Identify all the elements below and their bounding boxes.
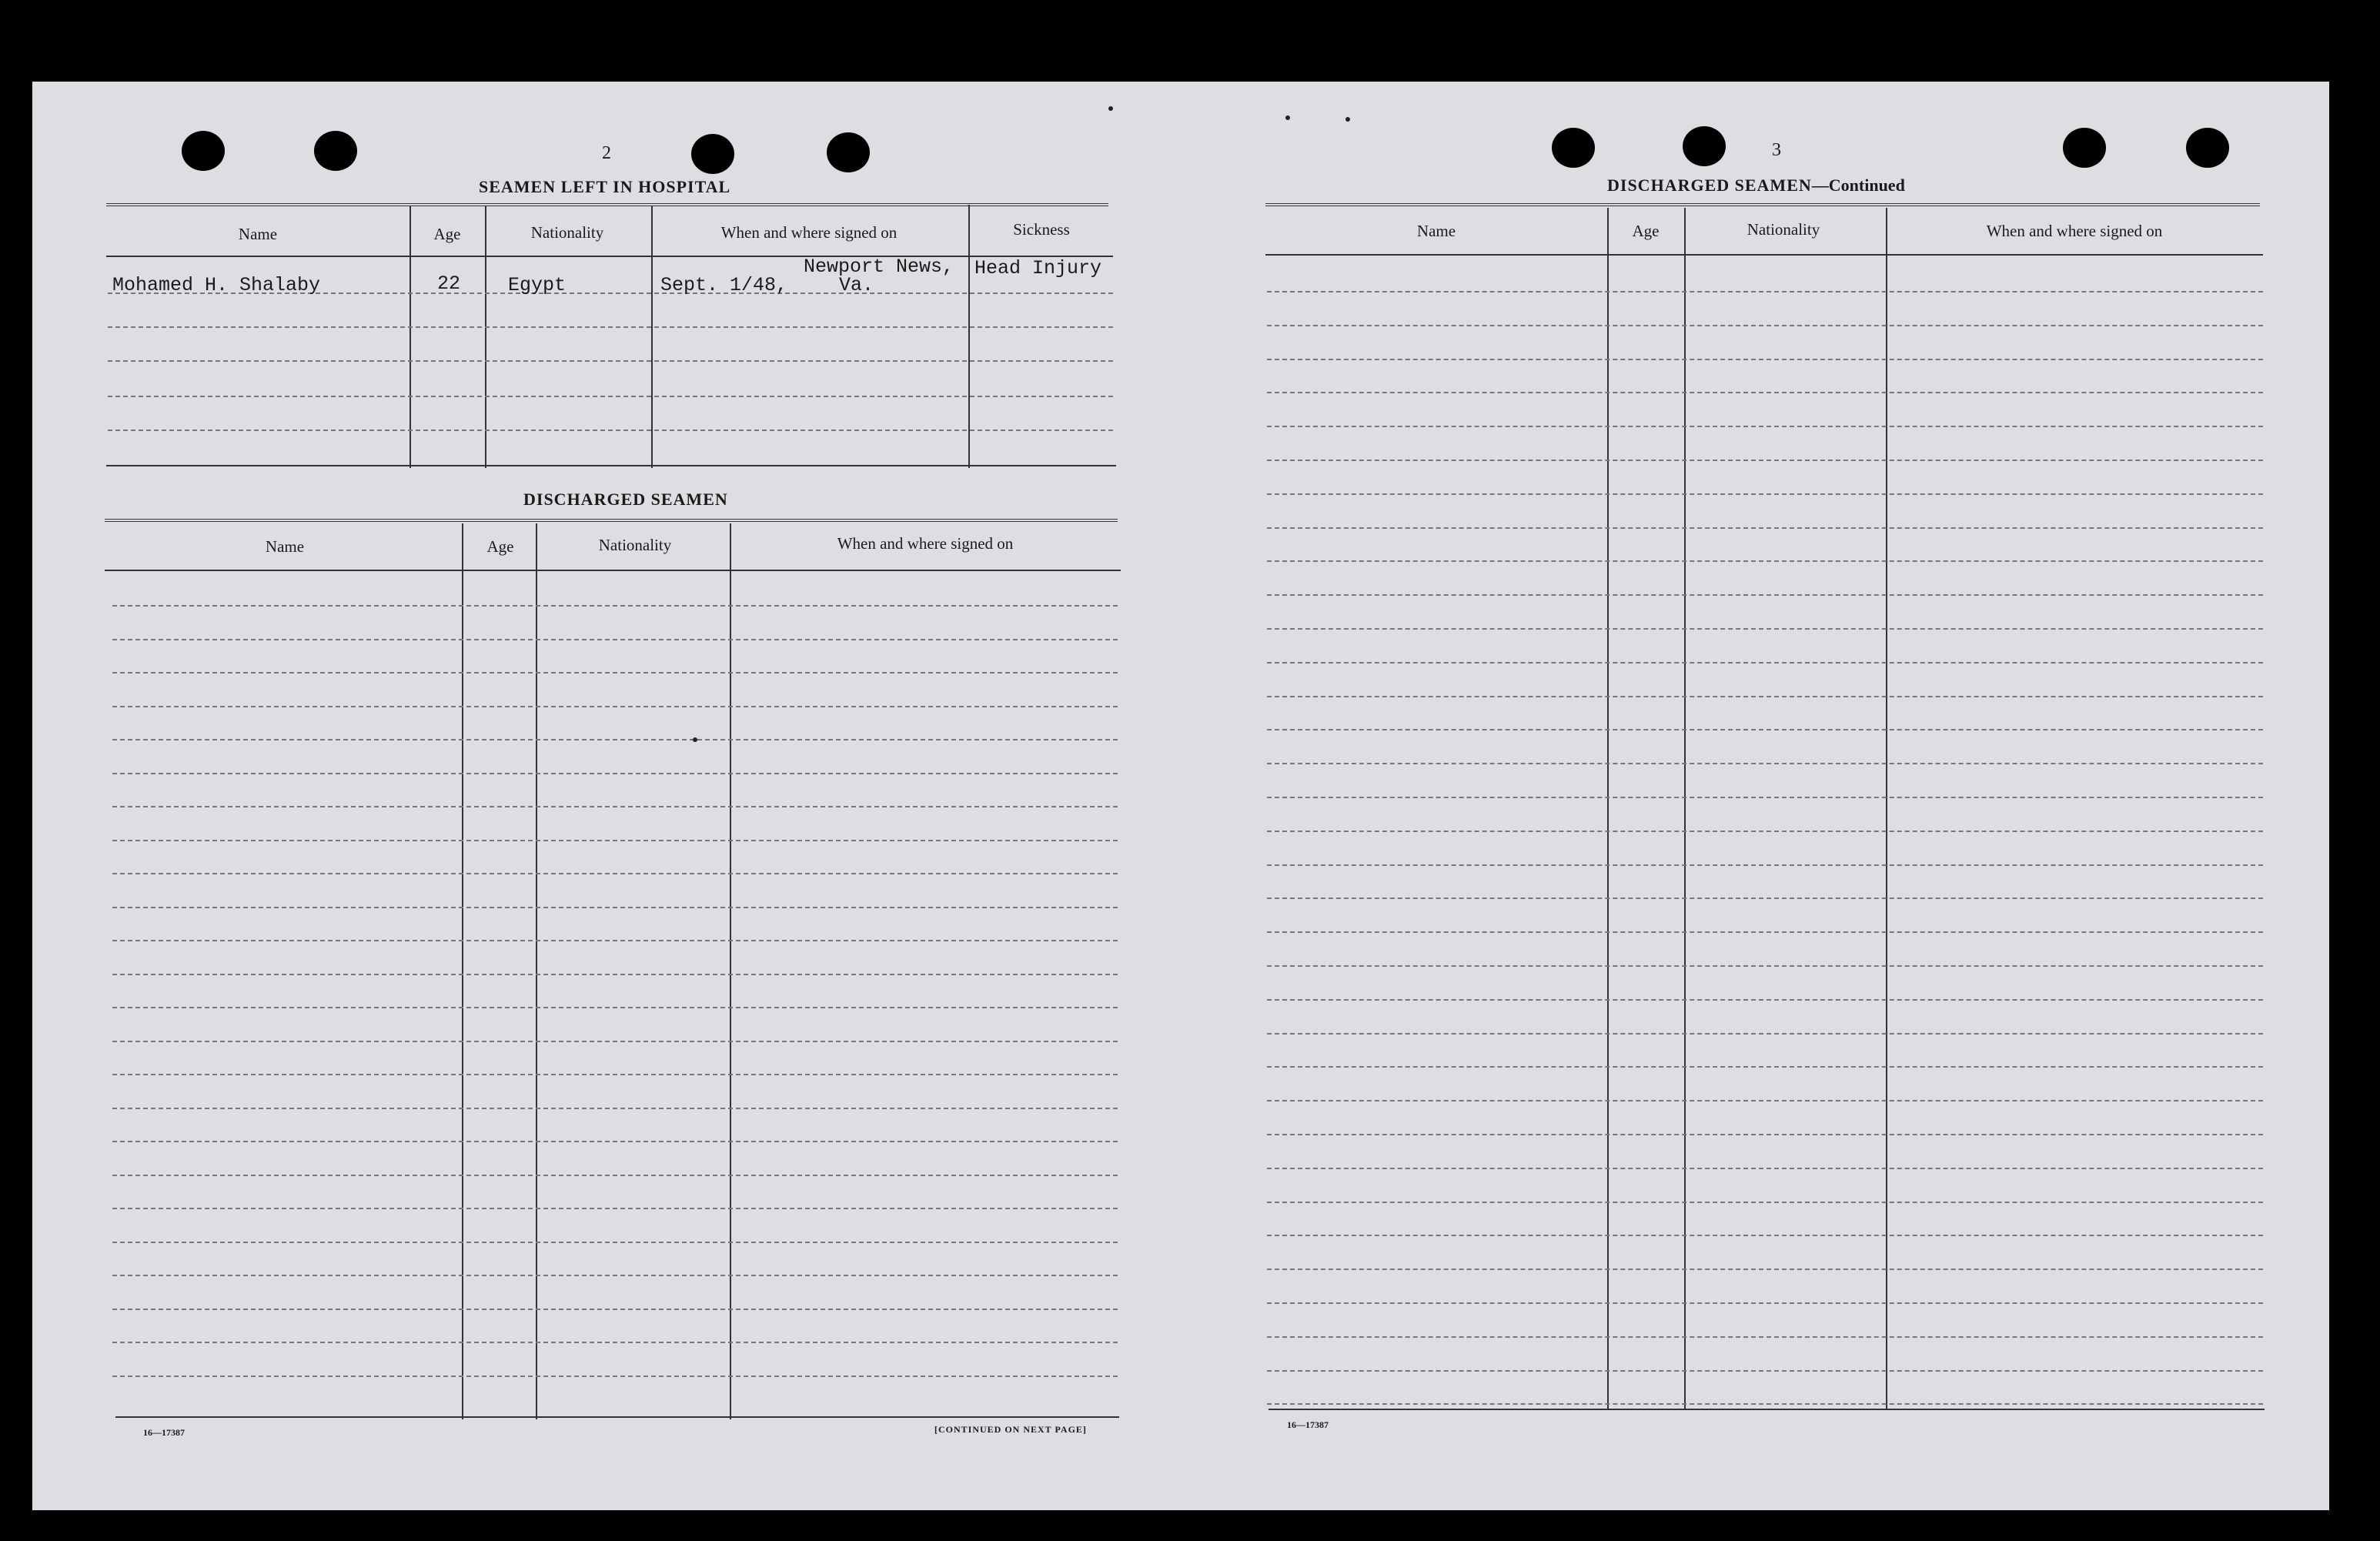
discharged-continued-title (1607, 175, 1905, 196)
ink-speck (693, 737, 697, 742)
punch-hole (1552, 128, 1595, 168)
hospital-entry-name: Mohamed H. Shalaby (112, 274, 321, 296)
row-line (1267, 291, 2263, 292)
row-line (112, 1275, 1118, 1276)
punch-hole (2063, 128, 2106, 168)
row-line (1267, 1403, 2263, 1405)
punch-hole (314, 131, 357, 171)
row-line (1267, 1269, 2263, 1270)
row-line (1267, 763, 2263, 764)
row-line (112, 1141, 1118, 1142)
row-line (1267, 594, 2263, 596)
hospital-entry-signed-place-2: Va. (839, 274, 874, 296)
row-line (1267, 1370, 2263, 1372)
right-bottom-rule (1269, 1409, 2265, 1410)
row-line (112, 806, 1118, 807)
hospital-entry-nationality: Egypt (508, 274, 567, 296)
row-line (108, 396, 1113, 397)
discharged-top-rule (105, 519, 1118, 522)
row-line (1267, 527, 2263, 529)
row-line (112, 1041, 1118, 1042)
discharged-section-title: DISCHARGED SEAMEN (523, 490, 728, 509)
discharged-header-rule (105, 570, 1121, 571)
row-line (112, 873, 1118, 874)
right-col-name: Name (1416, 222, 1456, 240)
discharged-continued-suffix: —Continued (1811, 175, 1905, 195)
punch-hole (827, 132, 870, 172)
form-number-left: 16—17387 (143, 1427, 185, 1438)
hospital-col-nationality: Nationality (530, 223, 604, 242)
row-line (1267, 460, 2263, 461)
page-number-left: 2 (602, 143, 611, 163)
row-line (1267, 696, 2263, 697)
hospital-entry-signed-date: Sept. 1/48, (660, 274, 788, 296)
row-line (112, 940, 1118, 941)
row-line (112, 773, 1118, 774)
row-line (1267, 1134, 2263, 1135)
page-number-right: 3 (1772, 140, 1781, 160)
row-line (1267, 931, 2263, 933)
row-line (112, 1175, 1118, 1176)
ink-speck (1345, 117, 1350, 122)
row-line (1267, 662, 2263, 664)
row-line (112, 1108, 1118, 1109)
right-col-age: Age (1632, 222, 1660, 240)
row-line (112, 605, 1118, 607)
right-divider (1684, 208, 1686, 1409)
row-line (112, 1242, 1118, 1243)
discharged-divider (536, 523, 537, 1419)
form-number-right: 16—17387 (1287, 1419, 1329, 1430)
row-line (108, 430, 1113, 431)
document-sheet (32, 82, 2329, 1510)
hospital-header-rule (106, 256, 1113, 257)
row-line (1267, 493, 2263, 495)
hospital-col-signed-on: When and where signed on (720, 223, 898, 242)
hospital-bottom-rule (106, 465, 1116, 466)
row-line (108, 326, 1113, 328)
discharged-continued-title-main: DISCHARGED SEAMEN (1607, 175, 1812, 195)
row-line (112, 907, 1118, 908)
hospital-entry-signed-place: Newport News, (804, 256, 954, 278)
row-line (112, 1007, 1118, 1008)
discharged-col-nationality: Nationality (598, 536, 672, 554)
punch-hole (691, 134, 734, 174)
row-line (1267, 426, 2263, 427)
row-line (1267, 392, 2263, 393)
punch-hole (1683, 126, 1726, 166)
ink-speck (1285, 115, 1290, 120)
hospital-entry-age: 22 (437, 272, 461, 295)
row-line (1267, 999, 2263, 1001)
discharged-col-age: Age (486, 537, 514, 556)
row-line (1267, 1336, 2263, 1338)
row-line (1267, 797, 2263, 798)
right-col-signed-on: When and where signed on (1986, 222, 2163, 240)
hospital-col-sickness: Sickness (1013, 220, 1070, 239)
discharged-divider (730, 523, 731, 1419)
row-line (112, 840, 1118, 841)
ink-speck (1108, 106, 1113, 111)
row-line (1267, 628, 2263, 630)
hospital-divider (651, 206, 653, 468)
row-line (1267, 1033, 2263, 1035)
punch-hole (2186, 128, 2229, 168)
row-line (1267, 1235, 2263, 1236)
hospital-col-name: Name (238, 225, 278, 243)
row-line (1267, 359, 2263, 360)
hospital-divider (485, 206, 486, 468)
row-line (112, 706, 1118, 707)
row-line (1267, 729, 2263, 730)
row-line (112, 1074, 1118, 1075)
discharged-divider (462, 523, 463, 1419)
hospital-top-rule (106, 203, 1108, 206)
row-line (1267, 1202, 2263, 1203)
row-line (112, 639, 1118, 640)
discharged-bottom-rule (115, 1416, 1119, 1418)
row-line (1267, 1168, 2263, 1169)
discharged-col-signed-on: When and where signed on (837, 534, 1014, 553)
right-col-nationality: Nationality (1747, 220, 1820, 239)
hospital-col-age: Age (433, 225, 461, 243)
row-line (1267, 1302, 2263, 1304)
row-line (1267, 965, 2263, 967)
row-line (112, 1208, 1118, 1209)
hospital-divider (409, 206, 411, 468)
row-line (1267, 831, 2263, 832)
right-divider (1607, 208, 1609, 1409)
row-line (112, 1376, 1118, 1377)
hospital-section-title: SEAMEN LEFT IN HOSPITAL (479, 177, 731, 196)
hospital-entry-sickness: Head Injury (974, 257, 1102, 279)
row-line (1267, 325, 2263, 326)
right-divider (1886, 208, 1887, 1409)
row-line (108, 360, 1113, 362)
row-line (1267, 1100, 2263, 1101)
right-top-rule (1265, 203, 2260, 206)
row-line (112, 672, 1118, 674)
row-line (1267, 560, 2263, 562)
row-line (1267, 898, 2263, 899)
punch-hole (182, 131, 225, 171)
row-line (112, 739, 1118, 740)
row-line (112, 974, 1118, 975)
discharged-col-name: Name (265, 537, 305, 556)
row-line (1267, 1066, 2263, 1068)
row-line (112, 1309, 1118, 1310)
continued-note: [CONTINUED ON NEXT PAGE] (934, 1424, 1087, 1435)
row-line (1267, 864, 2263, 866)
row-line (112, 1342, 1118, 1343)
hospital-divider (968, 205, 970, 468)
right-header-rule (1265, 254, 2263, 256)
